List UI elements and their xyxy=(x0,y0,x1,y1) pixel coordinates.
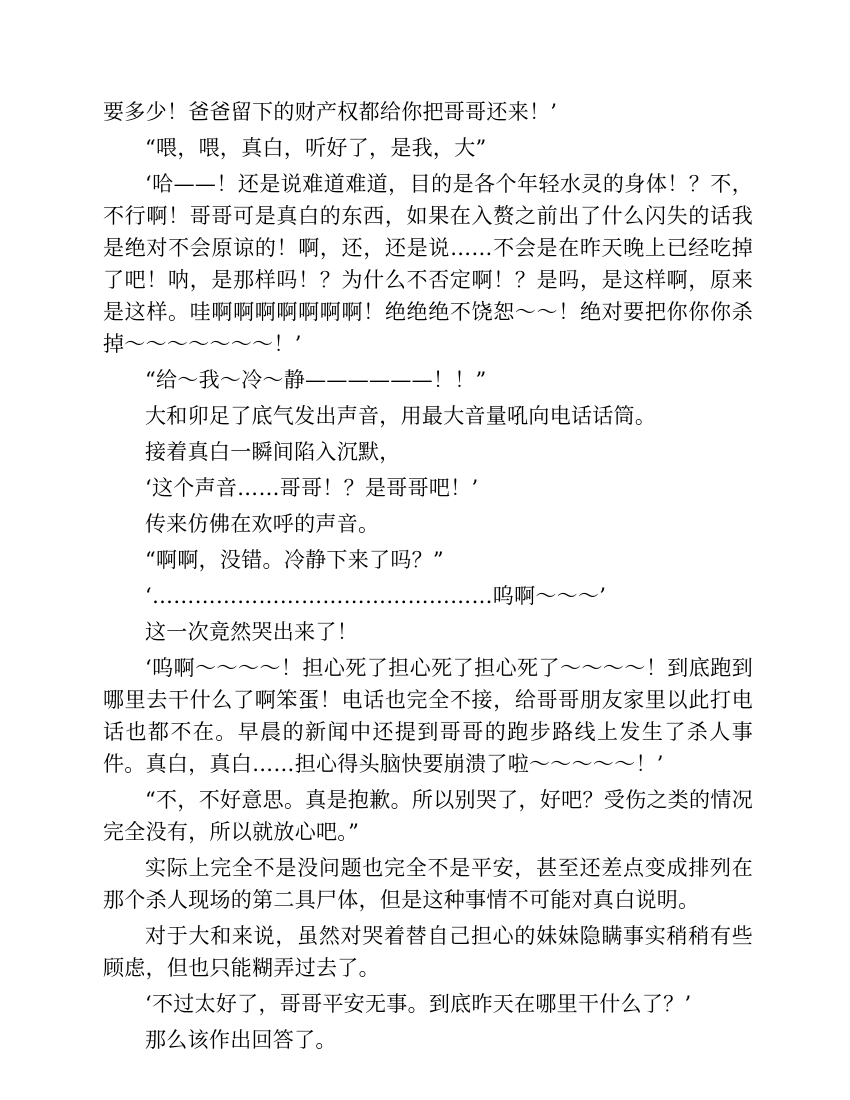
paragraph: ‘…………………………………………呜啊～～～’ xyxy=(145,584,607,608)
paragraph: 对于大和来说，虽然对哭着替自己担心的妹妹隐瞒事实稍稍有些顾虑，但也只能糊弄过去了。 xyxy=(103,924,753,980)
paragraph: ‘不过太好了，哥哥平安无事。到底昨天在哪里干什么了？’ xyxy=(145,992,692,1016)
paragraph: 那么该作出回答了。 xyxy=(145,1028,337,1052)
paragraph: “不，不好意思。真是抱歉。所以别哭了，好吧？受伤之类的情况完全没有，所以就放心吧。” xyxy=(103,788,753,844)
paragraph: 接着真白一瞬间陷入沉默， xyxy=(145,440,401,464)
paragraph: ‘这个声音……哥哥！？是哥哥吧！’ xyxy=(145,476,479,500)
document-page xyxy=(103,96,753,1060)
paragraph: “给～我～冷～静——————！！” xyxy=(145,368,487,392)
paragraph: 要多少！爸爸留下的财产权都给你把哥哥还来！’ xyxy=(103,100,558,124)
paragraph: 实际上完全不是没问题也完全不是平安，甚至还差点变成排列在那个杀人现场的第二具尸体，但是这种事情不可能对真白说明。 xyxy=(103,856,753,912)
paragraph: “喂，喂，真白，听好了，是我，大” xyxy=(145,136,487,160)
paragraph: ‘呜啊～～～～！担心死了担心死了担心死了～～～～！到底跑到哪里去干什么了啊笨蛋！电话也完全不接，给哥哥朋友家里以此打电话也都不在。早晨的新闻中还提到哥哥的跑步路线上发生了杀人事件。真白，真白……担心得头脑快要崩溃了啦～～～～～！’ xyxy=(103,656,753,776)
paragraph: 传来仿佛在欢呼的声音。 xyxy=(145,512,380,536)
paragraph: “啊啊，没错。冷静下来了吗？” xyxy=(145,548,444,572)
paragraph: 大和卯足了底气发出声音，用最大音量吼向电话话筒。 xyxy=(145,404,657,428)
paragraph: 这一次竟然哭出来了！ xyxy=(145,620,358,644)
paragraph: ‘哈——！还是说难道难道，目的是各个年轻水灵的身体！？不，不行啊！哥哥可是真白的东西，如果在入赘之前出了什么闪失的话我是绝对不会原谅的！啊，还，还是说……不会是在昨天晚上已经吃掉了吧！呐，是那样吗！？为什么不否定啊！？是吗，是这样啊，原来是这样。哇啊啊啊啊啊啊啊！绝绝绝不饶恕～～！绝对要把你你你杀掉～～～～～～～！’ xyxy=(103,172,753,356)
